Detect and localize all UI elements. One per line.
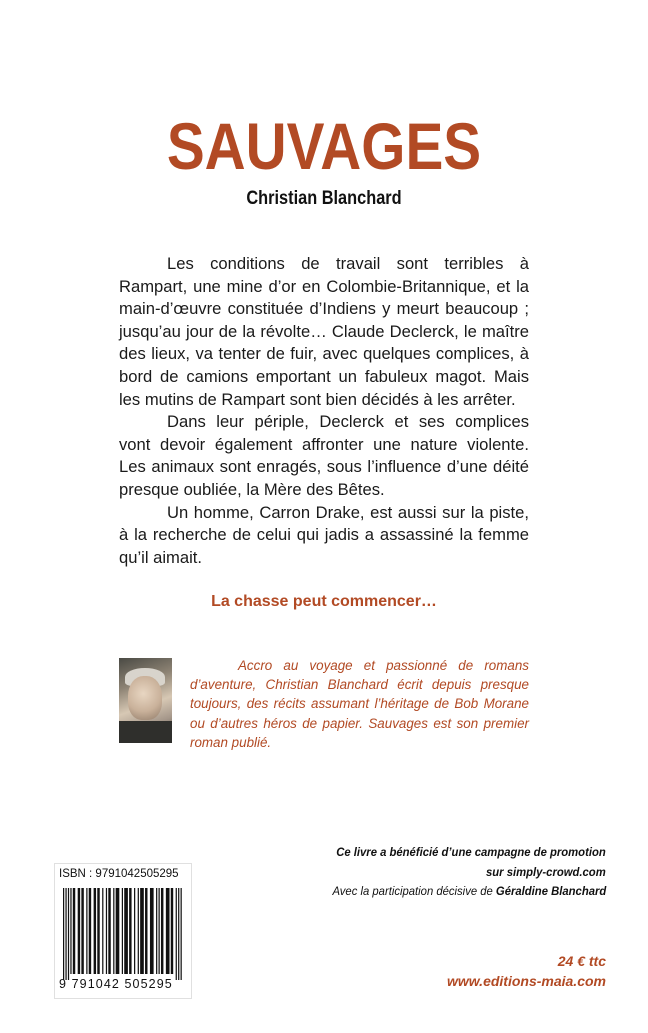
promo-line: sur simply-crowd.com xyxy=(486,864,606,879)
participation-prefix: Avec la participation décisive de xyxy=(332,884,493,898)
participation-note xyxy=(332,884,606,898)
tagline: La chasse peut commencer… xyxy=(211,593,437,610)
barcode-digits: 9 791042 505295 xyxy=(59,977,173,991)
author-bio: Accro au voyage et passionné de romans d’aventure, Christian Blanchard écrit depuis presque toujours, des récits assumant l’héritage de Bob Morane ou d’autres héros de papier. Sauvages est son premier roman publié. xyxy=(190,658,529,750)
isbn-label: ISBN : 9791042505295 xyxy=(59,868,179,880)
promo-line: Ce livre a bénéficié d’une campagne de promotion xyxy=(336,845,606,859)
synopsis-paragraph: Dans leur périple, Declerck et ses complices vont devoir également affronter une nature violente. Les animaux sont enragés, sous l’influence d’une déité presque oubliée, la Mère des Bêtes. xyxy=(119,412,529,499)
author-photo xyxy=(119,658,172,743)
barcode-icon xyxy=(63,888,183,980)
synopsis-paragraph: Un homme, Carron Drake, est aussi sur la piste, à la recherche de celui qui jadis a assassiné la femme qu’il aimait. xyxy=(119,502,529,567)
participation-name: Géraldine Blanchard xyxy=(495,884,606,898)
book-title: SAUVAGES xyxy=(166,109,482,183)
synopsis-paragraph: Les conditions de travail sont terribles à Rampart, une mine d’or en Colombie-Britannique, et la main-d’œuvre constituée d’Indiens y meurt beaucoup ; jusqu’au jour de la révolte… Claude Declerck, le maître des lieux, va tenter de fuir, avec quelques complices, à bord de camions emportant un fabuleux magot. Mais les mutins de Rampart sont bien décidés à les arrêter. xyxy=(119,254,529,409)
author-name: Christian Blanchard xyxy=(246,188,402,209)
price: 24 € ttc xyxy=(557,953,606,969)
synopsis xyxy=(119,253,529,569)
promo-note xyxy=(336,843,606,882)
isbn-barcode-block xyxy=(54,863,192,999)
website-link[interactable]: www.editions-maia.com xyxy=(447,973,606,989)
